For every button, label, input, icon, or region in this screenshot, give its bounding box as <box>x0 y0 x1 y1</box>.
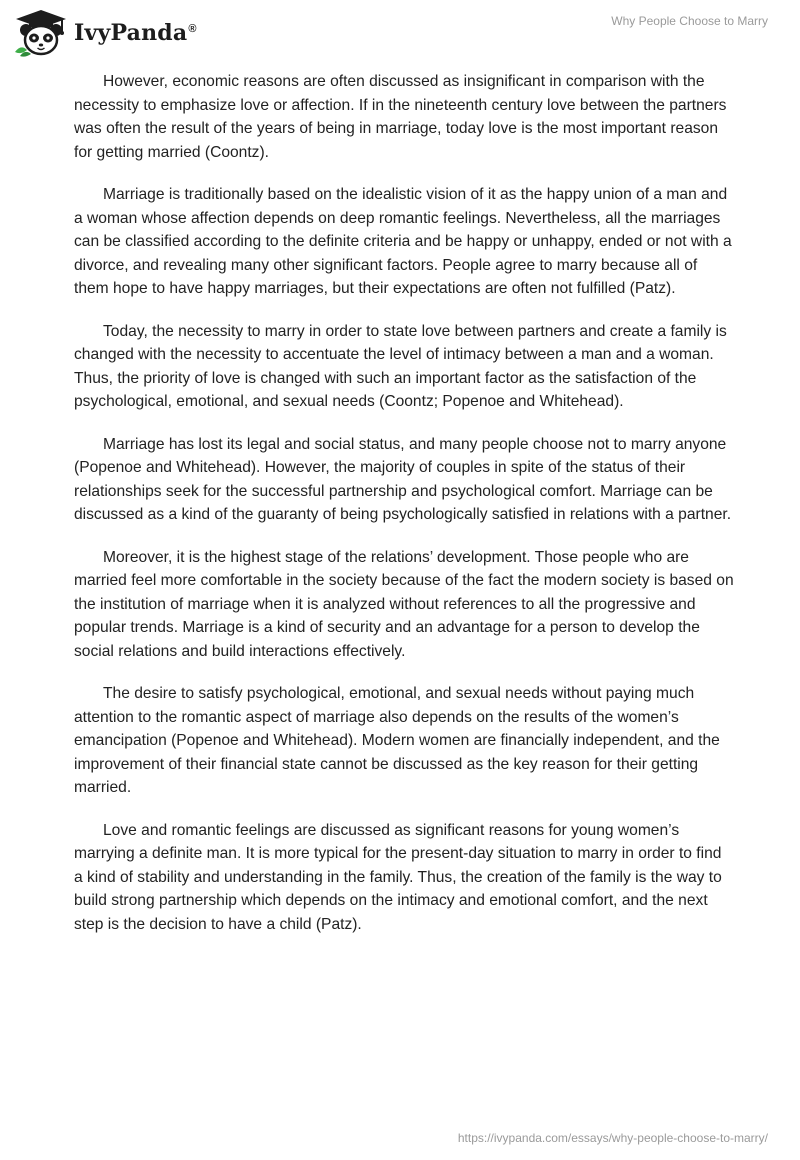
page-header <box>0 0 800 66</box>
document-title: Why People Choose to Marry <box>611 14 768 28</box>
brand-name: IvyPanda® <box>74 20 197 46</box>
panda-graduate-icon <box>12 8 70 58</box>
paragraph: Love and romantic feelings are discussed as significant reasons for young women’s marrying a definite man. It is more typical for the present-day situation to marry in order to find a kind of stability and understanding in the family. Thus, the creation of the family is the way to build strong partnership which depends on the intimacy and emotional comfort, and the next step is the decision to have a child (Patz). <box>74 821 722 933</box>
registered-mark: ® <box>188 22 197 35</box>
essay-body <box>74 70 734 955</box>
paragraph: Marriage has lost its legal and social status, and many people choose not to marry anyone (Popenoe and Whitehead). However, the majority of couples in spite of the status of their relationships seek for the successful partnership and psychological comfort. Marriage can be discussed as a kind of the guaranty of being psychologically satisfied in relations with a partner. <box>74 435 732 523</box>
paragraph: However, economic reasons are often discussed as insignificant in comparison with the necessity to emphasize love or affection. If in the nineteenth century love between the partners was often the result of the years of being in marriage, today love is the most important reason for getting married (Coontz). <box>74 73 727 161</box>
source-url[interactable]: https://ivypanda.com/essays/why-people-choose-to-marry/ <box>457 1131 768 1145</box>
paragraph: The desire to satisfy psychological, emotional, and sexual needs without paying much attention to the romantic aspect of marriage also depends on the results of the women’s emancipation (Popenoe and Whitehead). Modern women are financially independent, and the improvement of their financial state cannot be discussed as the key reason for their getting married. <box>74 685 720 796</box>
paragraph: Today, the necessity to marry in order to state love between partners and create a family is changed with the necessity to accentuate the level of intimacy between a man and a woman. Thus, the priority of love is changed with such an important factor as the satisfaction of the psychological, emotional, and sexual needs (Coontz; Popenoe and Whitehead). <box>74 322 727 410</box>
paragraph: Moreover, it is the highest stage of the relations’ development. Those people who are married feel more comfortable in the society because of the fact the modern society is based on the institution of marriage when it is analyzed without references to all the progressive and popular trends. Marriage is a kind of security and an advantage for a person to develop the social relations and build interactions effectively. <box>74 548 734 660</box>
brand-logo[interactable] <box>12 8 197 58</box>
paragraph: Marriage is traditionally based on the idealistic vision of it as the happy union of a man and a woman whose affection depends on deep romantic feelings. Nevertheless, all the marriages can be classified according to the definite criteria and be happy or unhappy, ended or not with a divorce, and revealing many other significant factors. People agree to marry because all of them hope to have happy marriages, but their expectations are often not fulfilled (Patz). <box>74 186 732 297</box>
